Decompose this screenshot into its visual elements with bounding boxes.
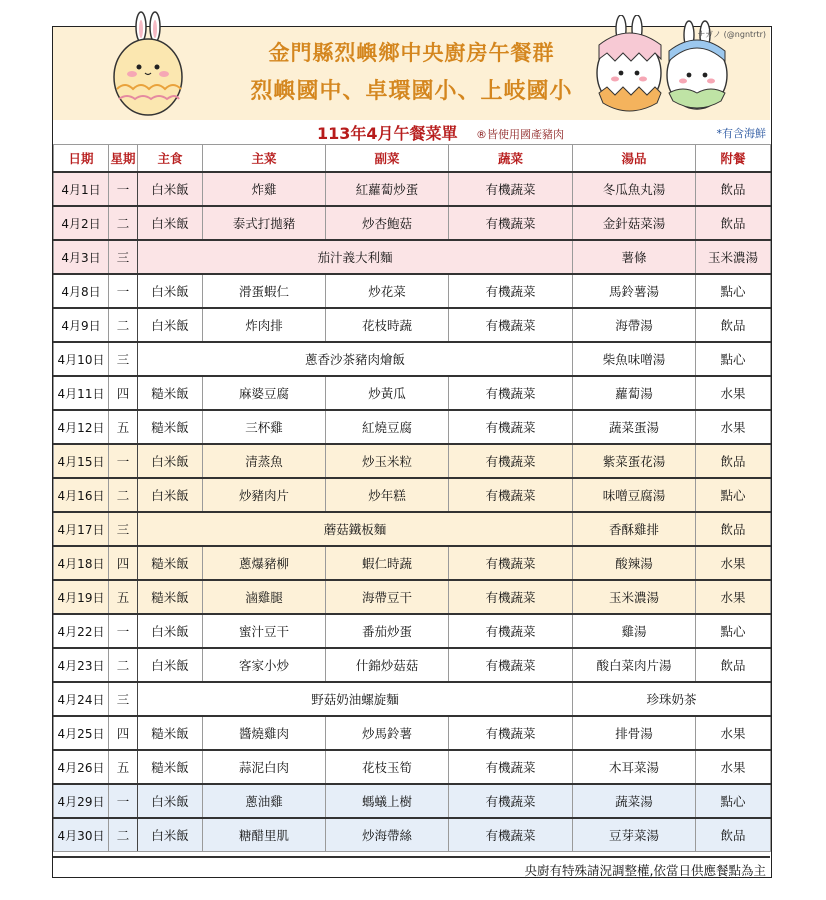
soup-cell: 金針菇菜湯 <box>573 206 696 240</box>
staple-cell: 糙米飯 <box>138 410 203 444</box>
extra-cell: 水果 <box>696 750 771 784</box>
table-row <box>54 784 771 818</box>
soup-cell: 木耳菜湯 <box>573 750 696 784</box>
vegetable-cell: 有機蔬菜 <box>449 818 573 852</box>
main-dish-cell: 炸雞 <box>203 172 326 206</box>
side-dish-cell: 花枝玉筍 <box>326 750 449 784</box>
date-cell: 4月30日 <box>54 818 109 852</box>
table-row <box>54 478 771 512</box>
column-header: 日期 <box>54 145 109 173</box>
side-dish-cell: 蝦仁時蔬 <box>326 546 449 580</box>
column-header: 湯品 <box>573 145 696 173</box>
weekday-cell: 三 <box>109 682 138 716</box>
weekday-cell: 三 <box>109 512 138 546</box>
weekday-cell: 四 <box>109 716 138 750</box>
soup-cell: 蘿蔔湯 <box>573 376 696 410</box>
date-cell: 4月3日 <box>54 240 109 274</box>
soup-cell: 味噌豆腐湯 <box>573 478 696 512</box>
main-dish-cell: 醬燒雞肉 <box>203 716 326 750</box>
vegetable-cell: 有機蔬菜 <box>449 172 573 206</box>
extra-cell: 飲品 <box>696 444 771 478</box>
table-row <box>54 750 771 784</box>
main-dish-cell: 清蒸魚 <box>203 444 326 478</box>
main-dish-cell: 泰式打拋豬 <box>203 206 326 240</box>
weekday-cell: 四 <box>109 546 138 580</box>
extra-cell: 飲品 <box>696 206 771 240</box>
header-banner <box>53 27 770 121</box>
vegetable-cell: 有機蔬菜 <box>449 274 573 308</box>
side-dish-cell: 炒杏鮑菇 <box>326 206 449 240</box>
extra-cell: 玉米濃湯 <box>696 240 771 274</box>
soup-cell: 蔬菜湯 <box>573 784 696 818</box>
side-dish-cell: 番茄炒蛋 <box>326 614 449 648</box>
date-cell: 4月11日 <box>54 376 109 410</box>
table-row <box>54 512 771 546</box>
weekday-cell: 三 <box>109 342 138 376</box>
date-cell: 4月9日 <box>54 308 109 342</box>
pork-note: ®皆使用國產豬肉 <box>476 128 564 141</box>
staple-cell: 白米飯 <box>138 172 203 206</box>
combined-meal-cell: 蔥香沙茶豬肉燴飯 <box>138 342 573 376</box>
column-header: 副菜 <box>326 145 449 173</box>
vegetable-cell: 有機蔬菜 <box>449 376 573 410</box>
date-cell: 4月29日 <box>54 784 109 818</box>
extra-cell: 水果 <box>696 580 771 614</box>
menu-sheet <box>52 26 772 878</box>
staple-cell: 糙米飯 <box>138 546 203 580</box>
date-cell: 4月17日 <box>54 512 109 546</box>
staple-cell: 白米飯 <box>138 308 203 342</box>
table-row <box>54 240 771 274</box>
main-dish-cell: 蔥油雞 <box>203 784 326 818</box>
menu-title-bar <box>53 120 770 145</box>
side-dish-cell: 紅燒豆腐 <box>326 410 449 444</box>
column-header: 星期 <box>109 145 138 173</box>
vegetable-cell: 有機蔬菜 <box>449 410 573 444</box>
side-dish-cell: 炒馬鈴薯 <box>326 716 449 750</box>
weekday-cell: 一 <box>109 614 138 648</box>
column-header: 主食 <box>138 145 203 173</box>
weekday-cell: 一 <box>109 172 138 206</box>
weekday-cell: 二 <box>109 478 138 512</box>
staple-cell: 糙米飯 <box>138 580 203 614</box>
vegetable-cell: 有機蔬菜 <box>449 614 573 648</box>
table-row <box>54 614 771 648</box>
staple-cell: 白米飯 <box>138 274 203 308</box>
weekday-cell: 二 <box>109 308 138 342</box>
staple-cell: 白米飯 <box>138 784 203 818</box>
staple-cell: 糙米飯 <box>138 750 203 784</box>
menu-title: 113年4月午餐菜單 <box>317 124 458 143</box>
vegetable-cell: 有機蔬菜 <box>449 750 573 784</box>
side-dish-cell: 炒年糕 <box>326 478 449 512</box>
vegetable-cell: 有機蔬菜 <box>449 206 573 240</box>
weekday-cell: 三 <box>109 240 138 274</box>
table-row <box>54 376 771 410</box>
date-cell: 4月15日 <box>54 444 109 478</box>
table-header-row <box>54 145 771 173</box>
main-dish-cell: 糖醋里肌 <box>203 818 326 852</box>
staple-cell: 糙米飯 <box>138 376 203 410</box>
side-dish-cell: 紅蘿蔔炒蛋 <box>326 172 449 206</box>
date-cell: 4月25日 <box>54 716 109 750</box>
footer-note-bar <box>53 856 770 879</box>
staple-cell: 白米飯 <box>138 206 203 240</box>
main-dish-cell: 三杯雞 <box>203 410 326 444</box>
soup-cell: 冬瓜魚丸湯 <box>573 172 696 206</box>
side-dish-cell: 螞蟻上樹 <box>326 784 449 818</box>
weekday-cell: 二 <box>109 206 138 240</box>
extra-cell: 飲品 <box>696 172 771 206</box>
weekday-cell: 一 <box>109 444 138 478</box>
date-cell: 4月8日 <box>54 274 109 308</box>
soup-extra-cell: 珍珠奶茶 <box>573 682 771 716</box>
table-row <box>54 682 771 716</box>
table-row <box>54 716 771 750</box>
main-dish-cell: 蔥爆豬柳 <box>203 546 326 580</box>
main-dish-cell: 滷雞腿 <box>203 580 326 614</box>
main-dish-cell: 炒豬肉片 <box>203 478 326 512</box>
staple-cell: 白米飯 <box>138 614 203 648</box>
soup-cell: 紫菜蛋花湯 <box>573 444 696 478</box>
weekday-cell: 五 <box>109 750 138 784</box>
weekday-cell: 一 <box>109 784 138 818</box>
extra-cell: 水果 <box>696 716 771 750</box>
extra-cell: 點心 <box>696 784 771 818</box>
illustration-credit: ナガノ (@ngntrtr) <box>697 30 766 39</box>
weekday-cell: 五 <box>109 580 138 614</box>
table-row <box>54 546 771 580</box>
date-cell: 4月24日 <box>54 682 109 716</box>
table-row <box>54 206 771 240</box>
menu-table <box>53 144 771 852</box>
staple-cell: 白米飯 <box>138 444 203 478</box>
vegetable-cell: 有機蔬菜 <box>449 784 573 818</box>
soup-cell: 酸白菜肉片湯 <box>573 648 696 682</box>
vegetable-cell: 有機蔬菜 <box>449 580 573 614</box>
kitchen-title: 金門縣烈嶼鄉中央廚房午餐群 <box>268 41 555 65</box>
side-dish-cell: 炒海帶絲 <box>326 818 449 852</box>
weekday-cell: 一 <box>109 274 138 308</box>
extra-cell: 水果 <box>696 376 771 410</box>
extra-cell: 飲品 <box>696 818 771 852</box>
date-cell: 4月22日 <box>54 614 109 648</box>
date-cell: 4月16日 <box>54 478 109 512</box>
vegetable-cell: 有機蔬菜 <box>449 716 573 750</box>
extra-cell: 水果 <box>696 410 771 444</box>
soup-cell: 玉米濃湯 <box>573 580 696 614</box>
extra-cell: 飲品 <box>696 308 771 342</box>
footer-note: 央廚有特殊請況調整權,依當日供應餐點為主 <box>524 863 766 878</box>
staple-cell: 糙米飯 <box>138 716 203 750</box>
weekday-cell: 二 <box>109 648 138 682</box>
side-dish-cell: 炒花菜 <box>326 274 449 308</box>
weekday-cell: 四 <box>109 376 138 410</box>
date-cell: 4月23日 <box>54 648 109 682</box>
weekday-cell: 五 <box>109 410 138 444</box>
combined-meal-cell: 野菇奶油螺旋麵 <box>138 682 573 716</box>
date-cell: 4月26日 <box>54 750 109 784</box>
date-cell: 4月2日 <box>54 206 109 240</box>
seafood-note: *有含海鮮 <box>716 127 766 140</box>
soup-cell: 蔬菜蛋湯 <box>573 410 696 444</box>
extra-cell: 水果 <box>696 546 771 580</box>
main-dish-cell: 客家小炒 <box>203 648 326 682</box>
table-row <box>54 410 771 444</box>
main-dish-cell: 蜜汁豆干 <box>203 614 326 648</box>
staple-cell: 白米飯 <box>138 648 203 682</box>
table-row <box>54 444 771 478</box>
soup-cell: 酸辣湯 <box>573 546 696 580</box>
date-cell: 4月10日 <box>54 342 109 376</box>
combined-meal-cell: 蘑菇鐵板麵 <box>138 512 573 546</box>
table-row <box>54 580 771 614</box>
soup-cell: 排骨湯 <box>573 716 696 750</box>
table-row <box>54 172 771 206</box>
main-dish-cell: 滑蛋蝦仁 <box>203 274 326 308</box>
column-header: 主菜 <box>203 145 326 173</box>
schools-title: 烈嶼國中、卓環國小、上岐國小 <box>250 79 573 104</box>
extra-cell: 點心 <box>696 614 771 648</box>
vegetable-cell: 有機蔬菜 <box>449 444 573 478</box>
date-cell: 4月12日 <box>54 410 109 444</box>
soup-cell: 馬鈴薯湯 <box>573 274 696 308</box>
soup-cell: 薯條 <box>573 240 696 274</box>
side-dish-cell: 什錦炒菇菇 <box>326 648 449 682</box>
soup-cell: 海帶湯 <box>573 308 696 342</box>
extra-cell: 點心 <box>696 274 771 308</box>
main-dish-cell: 麻婆豆腐 <box>203 376 326 410</box>
soup-cell: 香酥雞排 <box>573 512 696 546</box>
extra-cell: 飲品 <box>696 512 771 546</box>
vegetable-cell: 有機蔬菜 <box>449 308 573 342</box>
side-dish-cell: 花枝時蔬 <box>326 308 449 342</box>
date-cell: 4月1日 <box>54 172 109 206</box>
extra-cell: 點心 <box>696 478 771 512</box>
staple-cell: 白米飯 <box>138 478 203 512</box>
extra-cell: 飲品 <box>696 648 771 682</box>
table-row <box>54 648 771 682</box>
main-dish-cell: 蒜泥白肉 <box>203 750 326 784</box>
main-dish-cell: 炸肉排 <box>203 308 326 342</box>
side-dish-cell: 海帶豆干 <box>326 580 449 614</box>
column-header: 蔬菜 <box>449 145 573 173</box>
table-row <box>54 274 771 308</box>
date-cell: 4月19日 <box>54 580 109 614</box>
soup-cell: 雞湯 <box>573 614 696 648</box>
vegetable-cell: 有機蔬菜 <box>449 478 573 512</box>
side-dish-cell: 炒玉米粒 <box>326 444 449 478</box>
date-cell: 4月18日 <box>54 546 109 580</box>
extra-cell: 點心 <box>696 342 771 376</box>
soup-cell: 豆芽菜湯 <box>573 818 696 852</box>
weekday-cell: 二 <box>109 818 138 852</box>
table-row <box>54 818 771 852</box>
vegetable-cell: 有機蔬菜 <box>449 648 573 682</box>
table-row <box>54 342 771 376</box>
soup-cell: 柴魚味噌湯 <box>573 342 696 376</box>
vegetable-cell: 有機蔬菜 <box>449 546 573 580</box>
column-header: 附餐 <box>696 145 771 173</box>
side-dish-cell: 炒黃瓜 <box>326 376 449 410</box>
table-row <box>54 308 771 342</box>
combined-meal-cell: 茄汁義大利麵 <box>138 240 573 274</box>
staple-cell: 白米飯 <box>138 818 203 852</box>
